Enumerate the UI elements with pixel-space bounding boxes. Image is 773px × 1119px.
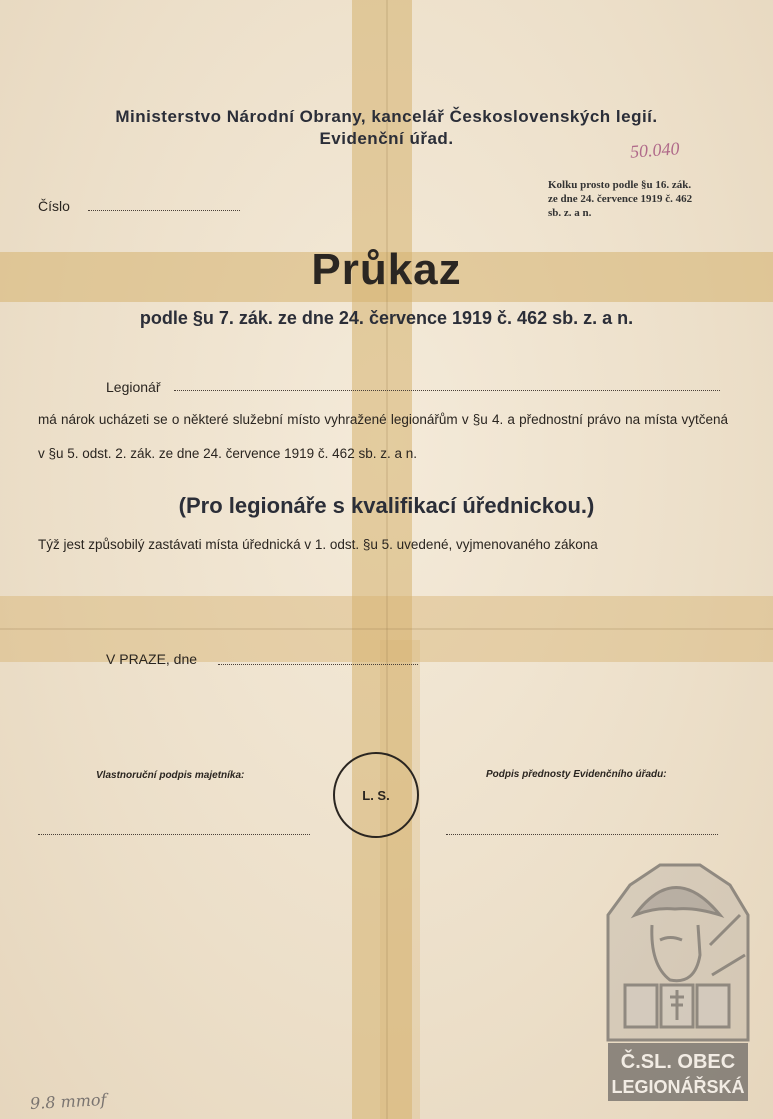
legionar-line [174,376,720,391]
stamp-note-line-3: sb. z. a n. [548,207,592,219]
fold-line-vertical [386,0,388,1119]
owner-signature-label: Vlastnoruční podpis majetníka: [96,770,245,781]
owner-signature-line [38,824,310,835]
seal-label: L. S. [362,787,390,803]
stamp-fee-note [548,178,692,220]
entitlement-paragraph: má nárok ucházeti se o některé služební místo vyhražené legionářům v §u 4. a přednostní právo na místa vytčená v §u 5. odst. 2. zák. ze dne 24. července 1919 č. 462 sb. z. a n. [38,412,728,461]
pencil-note: 9.8 mmof [29,1090,107,1113]
eligibility-text: Týž jest způsobilý zastávati místa úřednická v 1. odst. §u 5. uvedené, vyjmenovaného zákona [38,537,598,552]
place-date-label: V PRAZE, dne [106,651,198,667]
cislo-line [88,196,240,211]
stamp-note-line-2: ze dne 24. července 1919 č. 462 [548,193,693,205]
stamp-note-line-1: Kolku prosto podle §u 16. zák. [548,179,692,191]
document-subtitle: podle §u 7. zák. ze dne 24. července 1919 č. 462 sb. z. a n. [139,308,634,328]
logo-text-line-2: LEGIONÁŘSKÁ [611,1077,745,1097]
date-line [218,650,418,665]
qualification-heading: (Pro legionáře s kvalifikací úřednickou.) [178,493,595,518]
legionar-label: Legionář [106,379,161,395]
office-signature-line [446,824,718,835]
official-seal [333,752,419,838]
cislo-label: Číslo [38,198,70,214]
logo-text-line-1: Č.SL. OBEC [620,1051,736,1073]
ministry-line-1: Ministerstvo Národní Obrany, kancelář Československých legií. [115,107,658,126]
office-head-signature-label: Podpis přednosty Evidenčního úřadu: [486,769,667,780]
document-title: Průkaz [311,245,462,294]
legion-logo-watermark [600,855,755,1105]
fold-line-horizontal [0,628,773,630]
handwritten-number: 50.040 [629,138,681,162]
ministry-line-2: Evidenční úřad. [319,129,454,148]
